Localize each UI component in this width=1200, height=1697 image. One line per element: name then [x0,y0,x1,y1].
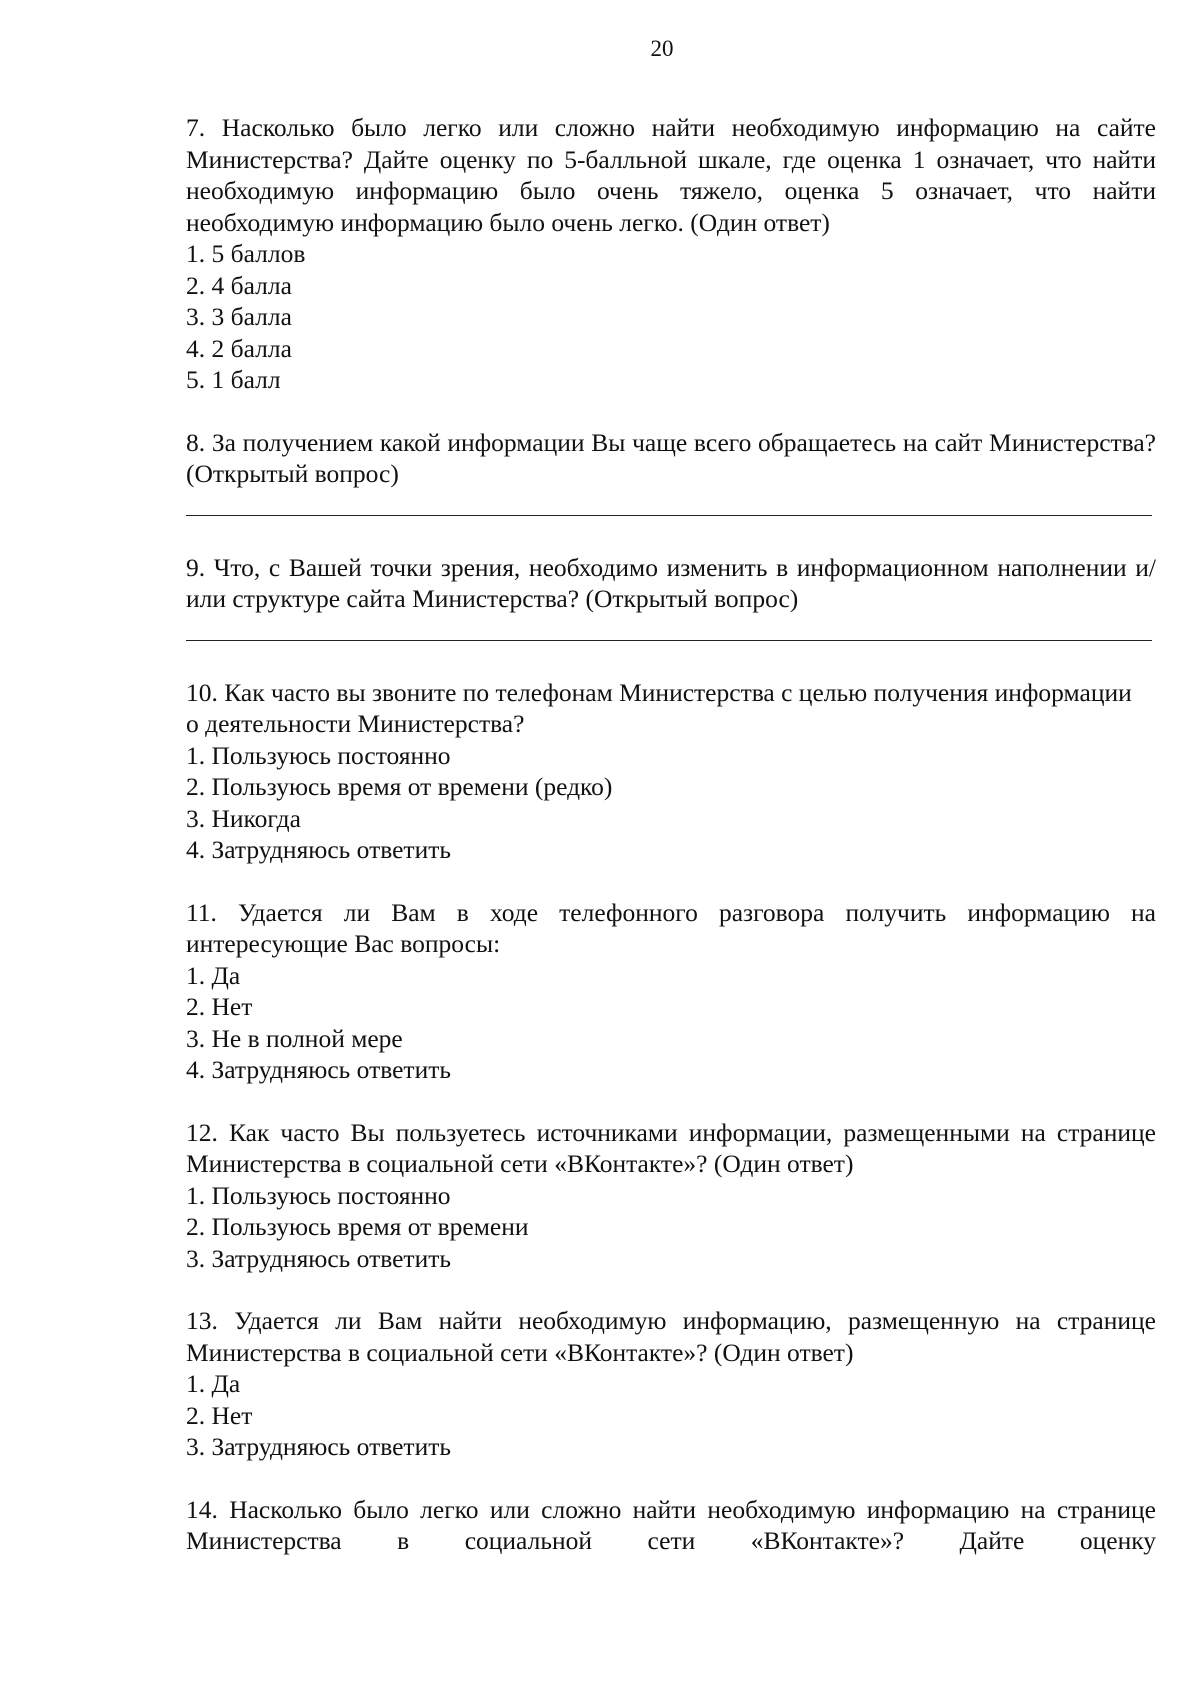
answer-option: 1. Да [186,1369,241,1398]
question-9 [186,552,1156,641]
question-8 [186,427,1156,516]
answer-options [186,740,1156,866]
question-text: 12. Как часто Вы пользуетесь источниками информации, размещенными на странице Министерства в социальной сети «ВКонтакте»? (Один ответ) [186,1117,1156,1178]
question-text: 10. Как часто вы звоните по телефонам Министерства с целью получения информации [186,677,1132,707]
answer-option: 1. Да [186,960,241,990]
answer-option: 2. 4 балла [186,270,292,300]
answer-option: 3. Затрудняюсь ответить [186,1243,451,1273]
question-7 [186,112,1156,396]
questionnaire-body [186,112,1156,1557]
answer-options [186,238,1156,396]
answer-option: 3. Никогда [186,803,301,833]
question-text: 14. Насколько было легко или сложно найти необходимую информацию на странице Министерства в социальной сети «ВКонтакте»? Дайте оценку [186,1494,1156,1555]
answer-options [186,1368,1156,1463]
answer-option: 3. 3 балла [186,302,292,331]
question-text-continued: о деятельности Министерства? [186,709,525,738]
question-10 [186,677,1156,866]
answer-option: 1. Пользуюсь постоянно [186,1180,451,1210]
question-text: 11. Удается ли Вам в ходе телефонного разговора получить информацию на интересующие Вас вопросы: [186,897,1156,958]
answer-option: 1. Пользуюсь постоянно [186,740,451,770]
question-14 [186,1494,1156,1557]
answer-option: 2. Нет [186,992,253,1021]
question-text: 8. За получением какой информации Вы чаще всего обращаетесь на сайт Министерства? (Открытый вопрос) [186,427,1156,488]
answer-option: 2. Пользуюсь время от времени [186,1212,529,1241]
answer-option: 2. Нет [186,1400,253,1430]
question-12 [186,1117,1156,1275]
question-13 [186,1305,1156,1463]
question-11 [186,897,1156,1086]
question-text: 9. Что, с Вашей точки зрения, необходимо изменить в информационном наполнении и/или структуре сайта Министерства? (Открытый вопрос) [186,552,1156,613]
page-number: 20 [650,36,674,61]
answer-options [186,960,1156,1086]
answer-option: 4. 2 балла [186,333,292,363]
answer-option: 5. 1 балл [186,365,281,394]
answer-option: 4. Затрудняюсь ответить [186,835,451,864]
question-text: 7. Насколько было легко или сложно найти необходимую информацию на сайте Министерства? Дайте оценку по 5-балльной шкале, где оценка 1 означает, что найти необходимую информацию было очень тяжело, оценка 5 означает, что найти необходимую информацию было очень легко. (Один ответ) [186,113,1156,237]
answer-option: 3. Затрудняюсь ответить [186,1432,451,1461]
answer-option: 2. Пользуюсь время от времени (редко) [186,772,613,801]
question-text: 13. Удается ли Вам найти необходимую информацию, размещенную на странице Министерства в социальной сети «ВКонтакте»? (Один ответ) [186,1306,1156,1367]
answer-options [186,1180,1156,1275]
answer-option: 4. Затрудняюсь ответить [186,1055,451,1084]
answer-option: 3. Не в полной мере [186,1023,403,1053]
answer-option: 1. 5 баллов [186,239,306,268]
